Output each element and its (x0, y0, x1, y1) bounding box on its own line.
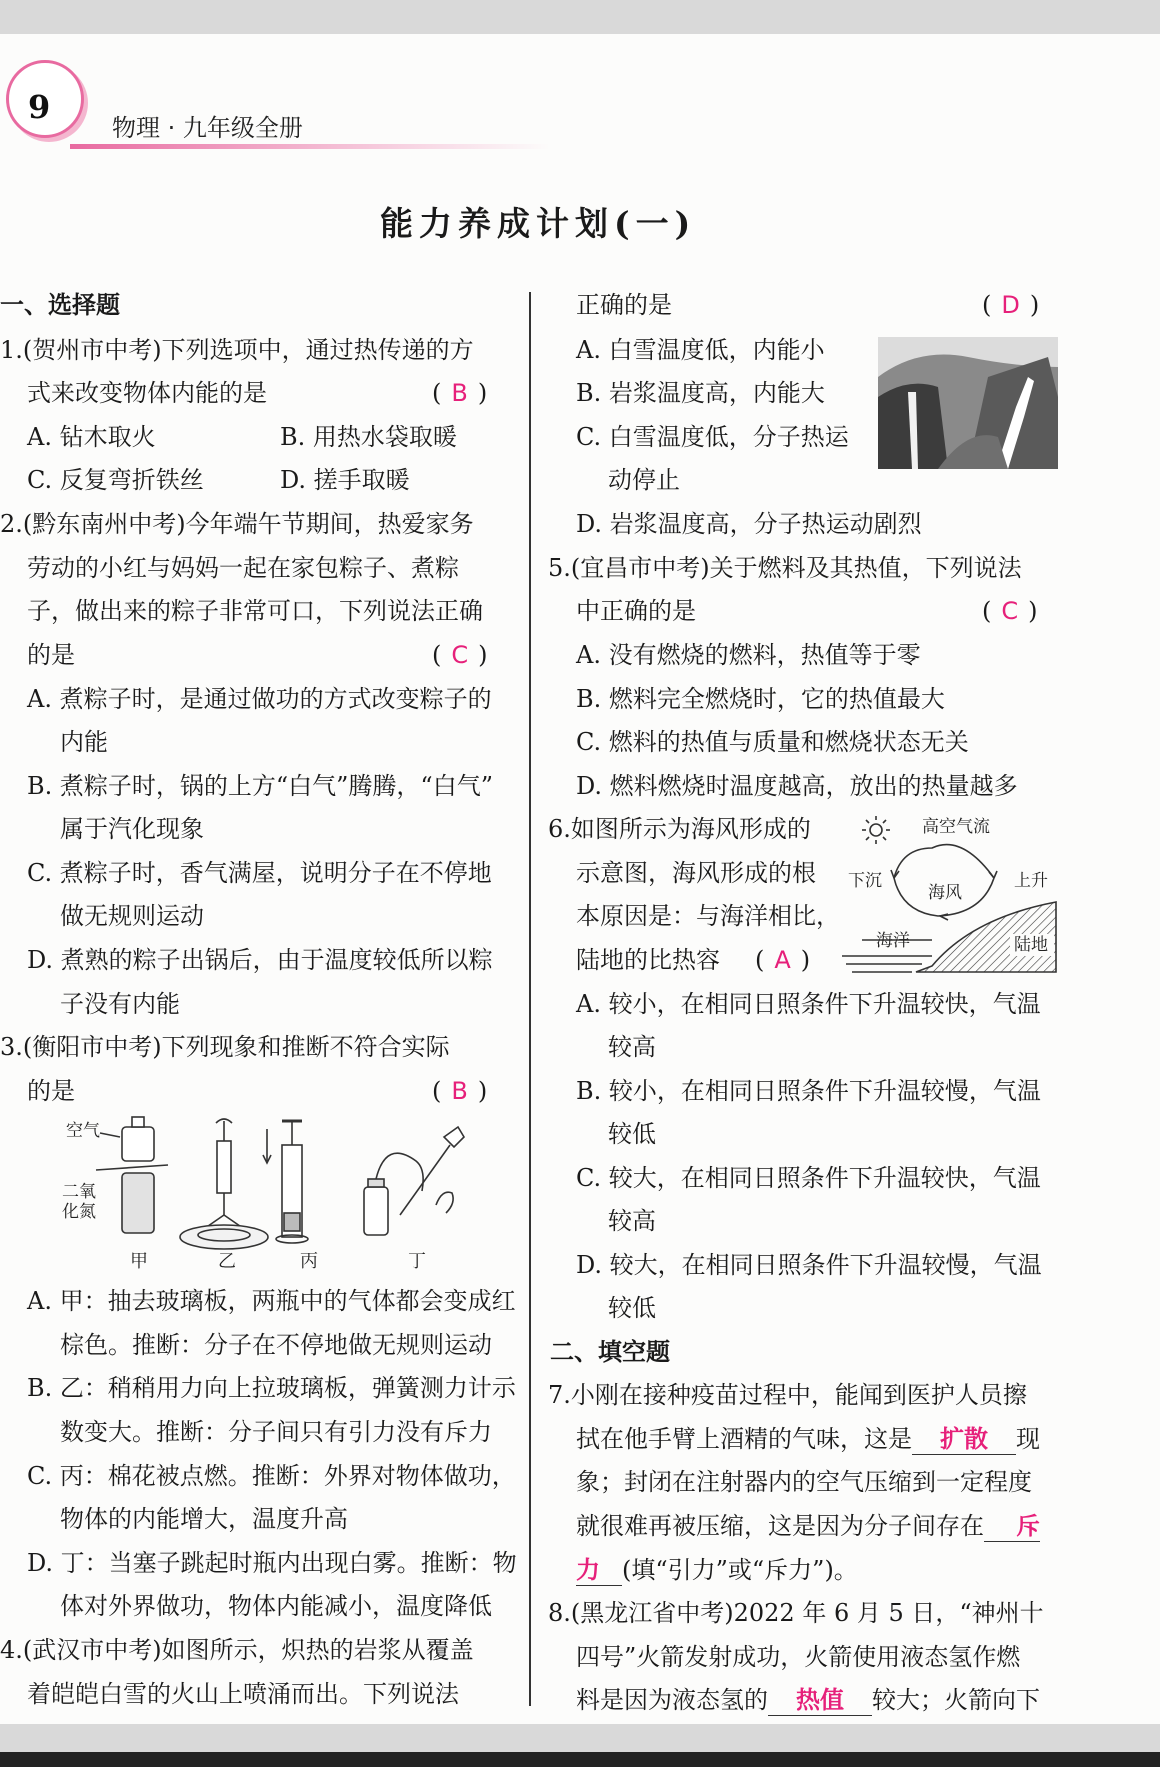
q3-answer: ( B ) (432, 1077, 488, 1105)
bottom-bar (0, 1752, 1160, 1767)
q1-answer-value: B (451, 379, 468, 407)
sun-icon (862, 816, 890, 844)
q3-figure (60, 1115, 480, 1275)
q2-line: 劳动的小红与妈妈一起在家包粽子、煮粽 (27, 554, 459, 582)
fig-label-sea: 海洋 (876, 931, 910, 951)
q4-option-d: D. 岩浆温度高，分子热运动剧烈 (576, 510, 922, 538)
q6-line: 示意图，海风形成的根 (576, 859, 816, 887)
q3-line: 的是 (27, 1077, 75, 1105)
q8-blank: 热值 (768, 1685, 872, 1716)
q3-option-c-cont: 物体的内能增大，温度升高 (60, 1505, 348, 1533)
q5-answer: ( C ) (982, 597, 1038, 625)
q6-option-a-cont: 较高 (608, 1033, 656, 1061)
q2-option-d: D. 煮熟的粽子出锅后，由于温度较低所以粽 (27, 946, 493, 974)
q3-option-b-cont: 数变大。推断：分子间只有引力没有斥力 (60, 1418, 492, 1446)
fig-label-land: 陆地 (1014, 935, 1048, 955)
q5-line: 5.(宜昌市中考)关于燃料及其热值，下列说法 (548, 554, 1022, 582)
q8-line (576, 1685, 1040, 1716)
q6-option-b-cont: 较低 (608, 1120, 656, 1148)
fig-label-bing: 丙 (300, 1251, 318, 1272)
q6-line: 陆地的比热容 (576, 946, 720, 974)
q7-blank-1: 扩散 (912, 1424, 1016, 1455)
fig-label-no2: 二氧 (62, 1182, 96, 1202)
q4-option-c: C. 白雪温度低，分子热运 (576, 423, 849, 451)
q7-blank-2: 斥 (984, 1511, 1040, 1542)
section-choice: 一、选择题 (0, 291, 120, 319)
q7-line (576, 1511, 1040, 1542)
q3-option-a: A. 甲：抽去玻璃板，两瓶中的气体都会变成红 (27, 1287, 516, 1315)
q7-text: 现 (1016, 1425, 1040, 1453)
q6-figure (842, 808, 1060, 978)
q4-line: 着皑皑白雪的火山上喷涌而出。下列说法 (27, 1680, 459, 1708)
q1-option-c: C. 反复弯折铁丝 (27, 466, 204, 494)
q1-line: 1.(贺州市中考)下列选项中，通过热传递的方 (0, 336, 474, 364)
fig-label-yi: 乙 (218, 1251, 236, 1272)
q8-text: 较大；火箭向下 (872, 1686, 1040, 1714)
q8-line: 四号”火箭发射成功，火箭使用液态氢作燃 (576, 1643, 1021, 1671)
q2-line: 2.(黔东南州中考)今年端午节期间，热爱家务 (0, 510, 474, 538)
q5-option-a: A. 没有燃烧的燃料，热值等于零 (576, 641, 921, 669)
q7-line (576, 1424, 1040, 1455)
fig-label-sinking: 下沉 (848, 871, 882, 891)
q3-line: 3.(衡阳市中考)下列现象和推断不符合实际 (0, 1033, 450, 1061)
q4-line: 正确的是 (576, 291, 672, 319)
q5-line: 中正确的是 (576, 597, 696, 625)
q1-option-b: B. 用热水袋取暖 (280, 423, 457, 451)
q8-text: 料是因为液态氢的 (576, 1686, 768, 1714)
q2-option-a: A. 煮粽子时，是通过做功的方式改变粽子的 (27, 685, 492, 713)
q5-option-b: B. 燃料完全燃烧时，它的热值最大 (576, 685, 945, 713)
q7-text: (填“引力”或“斥力”)。 (622, 1556, 858, 1584)
q2-option-a-cont: 内能 (60, 728, 108, 756)
fig-label-sea-breeze: 海风 (928, 883, 962, 903)
volcano-photo (878, 337, 1058, 469)
q6-option-a: A. 较小，在相同日照条件下升温较快，气温 (576, 990, 1041, 1018)
q1-option-a: A. 钻木取火 (27, 423, 156, 451)
fig-label-jia: 甲 (130, 1251, 148, 1272)
fig-label-air: 空气 (66, 1121, 100, 1141)
q7-text: 拭在他手臂上酒精的气味，这是 (576, 1425, 912, 1453)
q6-answer: ( A ) (755, 946, 811, 974)
q2-line: 的是 (27, 641, 75, 669)
q3-answer-value: B (451, 1077, 468, 1105)
book-title: 物理 · 九年级全册 (112, 114, 303, 142)
q4-option-a: A. 白雪温度低，内能小 (576, 336, 825, 364)
q1-line: 式来改变物体内能的是 (27, 379, 267, 407)
q1-answer: ( B ) (432, 379, 488, 407)
header-underline (70, 144, 550, 149)
q4-answer-value: D (1001, 291, 1020, 319)
q2-option-d-cont: 子没有内能 (60, 990, 180, 1018)
q2-option-c-cont: 做无规则运动 (60, 902, 204, 930)
q6-line: 6.如图所示为海风形成的 (548, 815, 811, 843)
fig-label-rising: 上升 (1014, 871, 1048, 891)
q6-option-c-cont: 较高 (608, 1207, 656, 1235)
q3-option-d-cont: 体对外界做功，物体内能减小，温度降低 (60, 1592, 492, 1620)
q1-option-d: D. 搓手取暖 (280, 466, 410, 494)
q6-line: 本原因是：与海洋相比， (576, 902, 840, 930)
fig-label-no2: 化氮 (62, 1202, 96, 1222)
q3-option-b: B. 乙：稍稍用力向上拉玻璃板，弹簧测力计示 (27, 1374, 516, 1402)
q7-line (576, 1555, 858, 1586)
q7-line: 7.小刚在接种疫苗过程中，能闻到医护人员擦 (548, 1381, 1027, 1409)
q5-option-d: D. 燃料燃烧时温度越高，放出的热量越多 (576, 772, 1018, 800)
q5-answer-value: C (1001, 597, 1019, 625)
q4-line: 4.(武汉市中考)如图所示，炽热的岩浆从覆盖 (0, 1636, 474, 1664)
q7-line: 象；封闭在注射器内的空气压缩到一定程度 (576, 1468, 1032, 1496)
q6-option-d-cont: 较低 (608, 1294, 656, 1322)
section-fill: 二、填空题 (550, 1338, 670, 1366)
q2-answer-value: C (451, 641, 469, 669)
q6-answer-value: A (774, 946, 791, 974)
q2-answer: ( C ) (432, 641, 488, 669)
q7-blank-2-cont: 力 (576, 1555, 622, 1586)
q8-line: 8.(黑龙江省中考)2022 年 6 月 5 日，“神州十 (548, 1599, 1044, 1627)
fig-label-ding: 丁 (408, 1251, 426, 1272)
q4-answer: ( D ) (982, 291, 1040, 319)
q2-option-c: C. 煮粽子时，香气满屋，说明分子在不停地 (27, 859, 492, 887)
q6-option-c: C. 较大，在相同日照条件下升温较快，气温 (576, 1164, 1041, 1192)
fig-label-upper-airflow: 高空气流 (922, 817, 990, 837)
q3-option-d: D. 丁：当塞子跳起时瓶内出现白雾。推断：物 (27, 1549, 517, 1577)
q2-line: 子，做出来的粽子非常可口，下列说法正确 (27, 597, 483, 625)
q2-option-b: B. 煮粽子时，锅的上方“白气”腾腾，“白气” (27, 772, 493, 800)
q2-option-b-cont: 属于汽化现象 (60, 815, 204, 843)
q6-option-d: D. 较大，在相同日照条件下升温较慢，气温 (576, 1251, 1042, 1279)
q4-option-b: B. 岩浆温度高，内能大 (576, 379, 825, 407)
q3-option-c: C. 丙：棉花被点燃。推断：外界对物体做功， (27, 1462, 516, 1490)
q6-option-b: B. 较小，在相同日照条件下升温较慢，气温 (576, 1077, 1041, 1105)
q5-option-c: C. 燃料的热值与质量和燃烧状态无关 (576, 728, 969, 756)
column-divider (529, 292, 531, 1706)
q7-text: 就很难再被压缩，这是因为分子间存在 (576, 1512, 984, 1540)
q3-option-a-cont: 棕色。推断：分子在不停地做无规则运动 (60, 1331, 492, 1359)
page-title: 能力养成计划(一) (380, 204, 697, 243)
q4-option-c-cont: 动停止 (608, 466, 680, 494)
page-number: 9 (28, 88, 51, 126)
